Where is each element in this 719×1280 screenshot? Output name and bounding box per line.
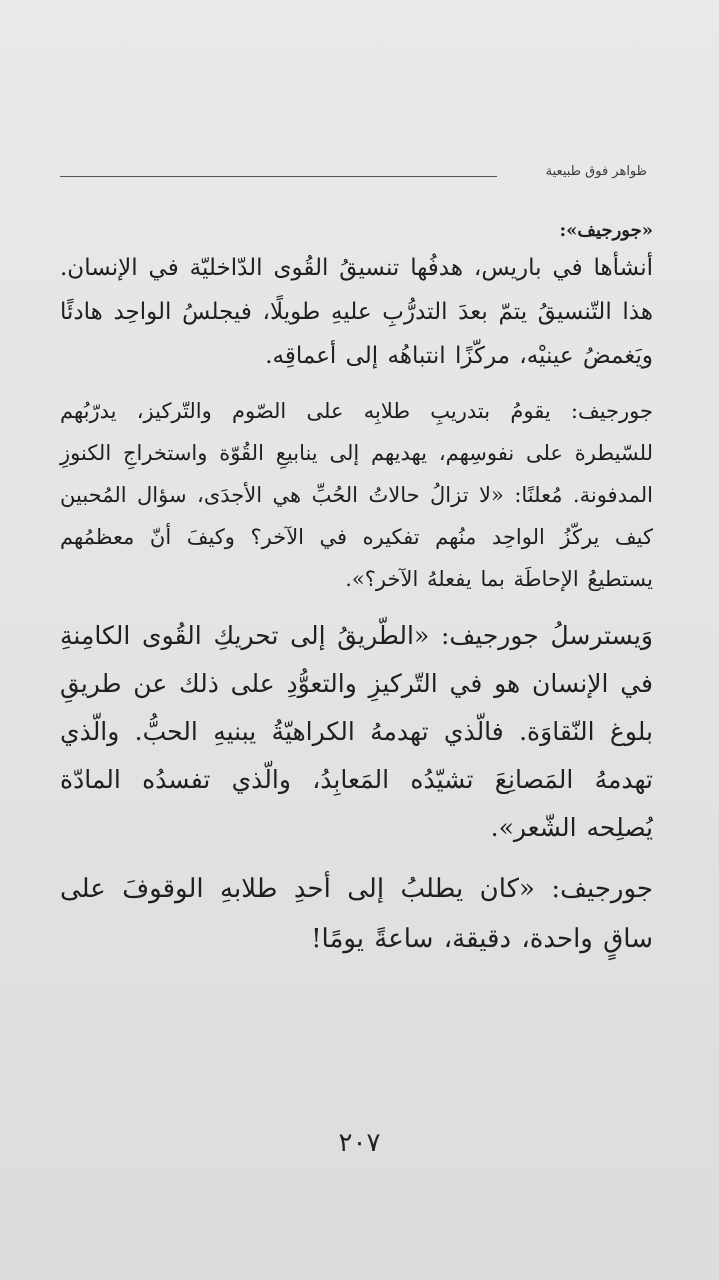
page-number: ٢٠٧: [338, 1128, 381, 1158]
paragraph-4: جورجيف: «كان يطلبُ إلى أحدِ طلابهِ الوقوفَ على ساقٍ واحدة، دقيقة، ساعةً يومًا!: [60, 874, 653, 954]
paragraph-1: أنشأها في باريس، هدفُها تنسيقُ القُوى الدّاخليّة في الإنسان. هذا التّنسيقُ يتمّ بعدَ التدرُّبِ عليهِ طويلًا، فيجلسُ الواحِد هادئًا ويَغمضُ عينيْه، مركّزًا انتباهُه إلى أعماقِه.: [60, 255, 653, 369]
header-rule: [60, 176, 497, 177]
page-body: [60, 218, 653, 976]
paragraph-3: وَيسترسلُ جورجيف: «الطّريقُ إلى تحريكِ القُوى الكامِنةِ في الإنسان هو في التّركيزِ والتعوُّدِ على ذلك عن طريقِ بلوغ النّقاوَة. فالّذي تهدمهُ الكراهيّةُ يبنيهِ الحبُّ. والّذي تهدمهُ المَصانِعَ تشيّدُه المَعابِدُ، والّذي تفسدُه المادّة يُصلِحه الشّعر».: [60, 621, 653, 842]
section-label: «جورجيف»:: [559, 220, 653, 241]
running-title: ظواهر فوق طبيعية: [545, 164, 647, 179]
paragraph-2: جورجيف: يقومُ بتدريبِ طلابِه على الصّوم والتّركيز، يدرّبُهم للسّيطرة على نفوسِهم، يهديهم إلى ينابيعِ القُوّة واستخراجِ الكنوزِ المدفونة. مُعلنًا: «لا تزالُ حالاتُ الحُبِّ هي الأجدَى، سؤال المُحبين كيف يركّزُ الواحِد منُهم تفكيره في الآخر؟ وكيفَ أنّ معظمُهم يستطيعُ الإحاطَة بما يفعلهُ الآخر؟».: [60, 399, 653, 591]
running-header: [60, 160, 647, 190]
